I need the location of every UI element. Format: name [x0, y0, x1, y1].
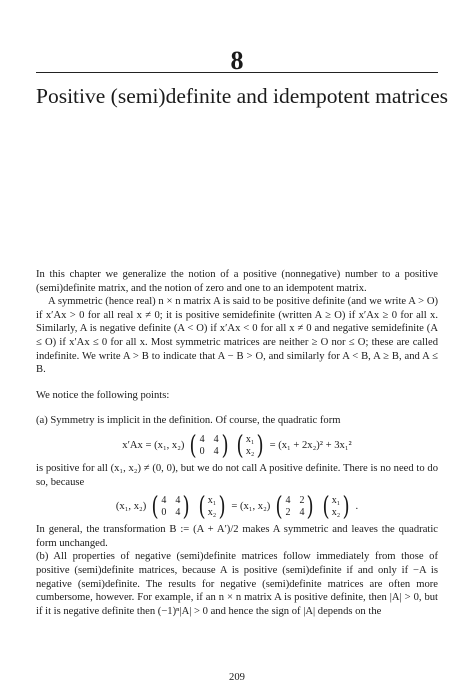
- chapter-title: Positive (semi)definite and idempotent matrices: [36, 84, 448, 108]
- eq1-matrix: ( 4 4 0 4 ): [189, 430, 229, 461]
- eq2-mid: = (x₁, x₂): [231, 501, 271, 513]
- matrix-cell: 4: [199, 434, 205, 446]
- chapter-number: 8: [230, 46, 244, 75]
- chapter-body: [36, 268, 438, 618]
- eq2-vector-b: ( x₁ x₂ ): [322, 492, 350, 523]
- matrix-cell: 4: [175, 495, 181, 507]
- matrix-cell: 4: [213, 446, 219, 458]
- item-b-paragraph: (b) All properties of negative (semi)definite matrices follow immediately from those of positive (semi)definite matrices, because A is positive (semi)definite if and only if −A is negative (semi)definite. The results for negative (semi)definite matrices are often more cumbersome, however. For example, if an n × n matrix A is positive definite, then |A| > 0, but if it is negative definite then (−1)ⁿ|A| > 0 and hence the sign of |A| depends on the: [36, 551, 438, 617]
- matrix-cell: 0: [199, 446, 205, 458]
- matrix-cell: 4: [175, 507, 181, 519]
- vector-cell: x₁: [245, 434, 255, 446]
- matrix-cell: 2: [299, 495, 305, 507]
- matrix-cell: 4: [285, 495, 291, 507]
- eq2-matrix-a: ( 4 4 0 4 ): [151, 492, 191, 523]
- eq2-vector-a: ( x₁ x₂ ): [198, 492, 226, 523]
- matrix-cell: 0: [161, 507, 167, 519]
- eq2-matrix-b: ( 4 2 2 4 ): [275, 492, 315, 523]
- matrix-cell: 2: [285, 507, 291, 519]
- item-a-paragraph: (a) Symmetry is implicit in the definition. Of course, the quadratic form: [36, 415, 341, 427]
- eq2-lhs: (x₁, x₂): [115, 501, 147, 513]
- eq1-lhs: x′Ax = (x₁, x₂): [122, 440, 185, 452]
- intro-paragraph: In this chapter we generalize the notion of a positive (nonnegative) number to a positive (semi)definite matrix, and the notion of zero and one to an idempotent matrix.: [36, 269, 438, 294]
- general-paragraph: In general, the transformation B := (A + A′)/2 makes A symmetric and leaves the quadratic form unchanged.: [36, 524, 438, 549]
- item-a-continuation: is positive for all (x₁, x₂) ≠ (0, 0), but we do not call A positive definite. There is no need to do so, because: [36, 462, 438, 488]
- matrix-cell: 4: [161, 495, 167, 507]
- definition-paragraph: A symmetric (hence real) n × n matrix A is said to be positive definite (and we write A > O) if x′Ax > 0 for all real x ≠ 0; it is positive semidefinite (written A ≥ O) if x′Ax ≥ 0 for all x. Similarly, A is negative definite (A < O) if x′Ax < 0 for all x ≠ 0 and negative semidefinite (A ≤ O) if x′Ax ≤ 0 for all x. Most symmetric matrices are neither ≥ O nor ≤ O; these are called indefinite. We write A > B to indicate that A − B > O, and similarly for A < B, A ≥ B, and A ≤ B.: [36, 296, 438, 376]
- notice-paragraph: We notice the following points:: [36, 389, 170, 401]
- equation-symmetrized: [36, 492, 438, 523]
- page-number: 209: [229, 672, 245, 683]
- vector-cell: x₁: [331, 495, 341, 507]
- chapter-rule: [36, 72, 438, 73]
- matrix-cell: 4: [299, 507, 305, 519]
- vector-cell: x₂: [207, 507, 217, 519]
- vector-cell: x₂: [331, 507, 341, 519]
- vector-cell: x₂: [245, 446, 255, 458]
- eq1-vector: ( x₁ x₂ ): [236, 430, 265, 461]
- equation-quadratic-form: [36, 430, 438, 461]
- eq1-rhs: = (x₁ + 2x₂)² + 3x₁²: [269, 440, 352, 452]
- vector-cell: x₁: [207, 495, 217, 507]
- eq2-end: .: [355, 501, 359, 513]
- matrix-cell: 4: [213, 434, 219, 446]
